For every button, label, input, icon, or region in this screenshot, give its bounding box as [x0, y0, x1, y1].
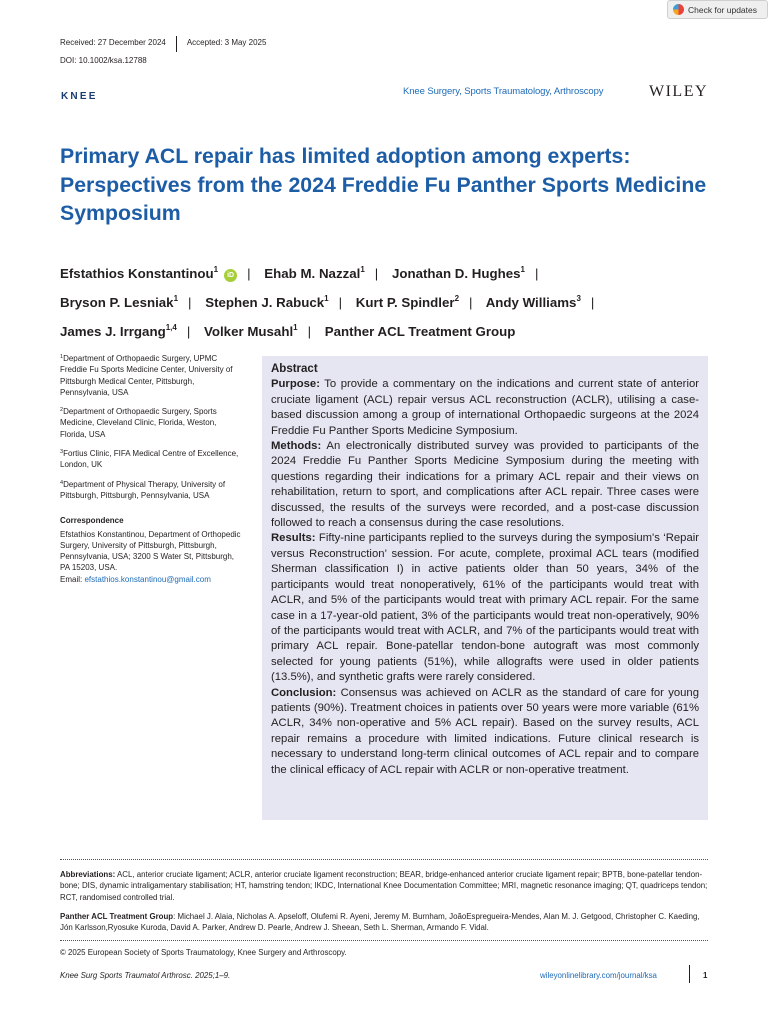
divider: [689, 965, 690, 983]
author[interactable]: Volker Musahl$^1$: [203, 323, 298, 339]
check-for-updates-button[interactable]: [667, 0, 768, 19]
author-line-2: Bryson P. Lesniak$^1$ | Stephen J. Rabuck$^1$ | Kurt P. Spindler$^2$ | Andy Williams$^3$ |: [60, 294, 595, 310]
abstract-heading: Abstract: [271, 363, 318, 375]
author-list: [60, 257, 730, 344]
footer-journal-link[interactable]: wileyonlinelibrary.com/journal/ksa: [540, 971, 657, 980]
author-line-1: Efstathios Konstantinou$^1$iD | Ehab M. Nazzal$^1$ | Jonathan D. Hughes$^1$ |: [60, 265, 539, 281]
divider: [60, 940, 708, 941]
correspondence-text: Efstathios Konstantinou, Department of Orthopedic Surgery, University of Pittsburgh, Pittsburgh, Pennsylvania, USA; 3200 S Water St, Pittsburgh, PA 15203, USA. Email: efstathios.konstantinou@gmail.com: [60, 529, 241, 584]
author[interactable]: Ehab M. Nazzal$^1$: [264, 265, 365, 281]
email-link[interactable]: efstathios.konstantinou@gmail.com: [84, 574, 211, 584]
check-for-updates-label: Check for updates: [688, 4, 757, 15]
abstract-conclusion: Conclusion: Consensus was achieved on ACLR as the standard of care for young patients (90%). Treatment choices in patients over 50 years were more variable (61% ACLR, 34% non-operative and 5% ACL repair). Based on the survey results, ACL repair remains a procedure with limited indications. Future clinical research is necessary to understand long-term clinical outcomes of ACL repair and to compare the clinical efficacy of ACL repair with ACLR or non-operative treatment.: [271, 686, 700, 776]
divider: [176, 36, 177, 52]
panther-group-members: Panther ACL Treatment Group: Michael J. Alaia, Nicholas A. Apseloff, Olufemi R. Ayeni, Jeremy M. Burnham, JoãoEspregueira-Mendes, Alan M. J. Getgood, Christopher C. Kaeding, Jón Karlsson,Ryosuke Kuroda, David A. Parker, Andrew D. Pearle, Andrew J. Sheean, Seth L. Sherman, Armando F. Vidal.: [60, 912, 700, 933]
publisher-logo: WILEY: [649, 83, 709, 100]
author[interactable]: Bryson P. Lesniak$^1$: [60, 294, 179, 310]
article-dates: [60, 38, 266, 52]
abbreviations: Abbreviations: ACL, anterior cruciate ligament; ACLR, anterior cruciate ligament reconstruction; BEAR, bridge-enhanced anterior cruciate ligament repair; BPTB, bone-patellar tendon-bone; DIS, dynamic intraligamentary stabilisation; HT, hamstring tendon; IKDC, International Knee Documentation Committee; MRI, magnetic resonance imaging; QT, quadriceps tendon; RCT, randomised controlled trial.: [60, 870, 708, 902]
article-title: Primary ACL repair has limited adoption among experts: Perspectives from the 2024 Freddie Fu Panther Sports Medicine Symposium: [60, 144, 707, 225]
author[interactable]: Andy Williams$^3$: [485, 294, 581, 310]
affiliations-column: [60, 352, 245, 592]
abstract-results: Results: Fifty-nine participants replied to the surveys during the symposium's ‘Repair versus Reconstruction’ session. For acute, complete, proximal ACL tears (modified Sherman classification I) in active patients older than 50 years, 34% of the participants would treat nonoperatively, 61% of the participants would treat with ACLR, and 5% of the participants would treat with primary ACL repair. For the same case in a 17-year-old patient, 3% of the participants would treat non-operatively, 90% of the participants would treat with ACLR, and 7% of the participants would treat with primary ACL repair. Bone-patellar tendon-bone autograft was most commonly selected for young patients (51%), while allografts were used in older patients (13.5%), and synthetic grafts were rarely considered.: [271, 532, 699, 684]
footer-citation: Knee Surg Sports Traumatol Arthrosc. 2025;1–9.: [60, 971, 231, 980]
author[interactable]: James J. Irrgang$^{1,4}$: [60, 323, 177, 339]
author-line-3: James J. Irrgang$^{1,4}$ | Volker Musahl$^1$ | Panther ACL Treatment Group: [60, 323, 516, 339]
author[interactable]: Jonathan D. Hughes$^1$: [391, 265, 525, 281]
affiliation: $^3$Fortius Clinic, FIFA Medical Centre of Excellence, London, UK: [60, 449, 239, 470]
affiliation: $^2$Department of Orthopaedic Surgery, Sports Medicine, Cleveland Clinic, Florida, Weston, Florida, USA: [60, 407, 217, 439]
author[interactable]: Panther ACL Treatment Group: [324, 324, 516, 339]
abstract-box: [262, 356, 708, 820]
copyright: © 2025 European Society of Sports Traumatology, Knee Surgery and Arthroscopy.: [60, 948, 347, 957]
received-date: Received: 27 December 2024: [60, 38, 166, 47]
author[interactable]: Stephen J. Rabuck$^1$: [205, 294, 329, 310]
page-number: 1: [703, 971, 708, 980]
doi: DOI: 10.1002/ksa.12788: [60, 56, 147, 65]
affiliation: $^1$Department of Orthopaedic Surgery, UPMC Freddie Fu Sports Medicine Center, University of Pittsburgh Medical Center, Pittsburgh, Pennsylvania, USA: [60, 354, 233, 397]
abstract-purpose: Purpose: To provide a commentary on the indications and current state of anterior cruciate ligament (ACL) repair versus ACL reconstruction (ACLR), utilising a case-based discussion among a group of international Orthopaedic surgeons at the 2024 Freddie Fu Panther Sports Medicine Symposium.: [271, 378, 700, 437]
divider: [60, 859, 708, 860]
abstract-methods: Methods: An electronically distributed survey was provided to participants of the 2024 Freddie Fu Panther Sports Medicine Symposium during the meeting with questions regarding their indications for a primary ACL repair and their views on rehabilitation, return to sport, and complications after ACL repair. Three cases were discussed, the results of the surveys were recorded, and a post-case discussion followed to reach a consensus during the case resolutions.: [271, 440, 700, 530]
section-tag: KNEE: [61, 91, 98, 102]
accepted-date: Accepted: 3 May 2025: [186, 38, 267, 47]
correspondence-heading: Correspondence: [60, 516, 124, 526]
crossmark-icon: [673, 4, 684, 15]
author[interactable]: Kurt P. Spindler$^2$: [355, 294, 460, 310]
affiliation: $^4$Department of Physical Therapy, University of Pittsburgh, Pittsburgh, Pennsylvania, USA: [60, 479, 226, 500]
author[interactable]: Efstathios Konstantinou$^1$: [60, 265, 219, 281]
orcid-icon[interactable]: iD: [224, 269, 237, 282]
journal-name[interactable]: Knee Surgery, Sports Traumatology, Arthroscopy: [403, 86, 604, 97]
